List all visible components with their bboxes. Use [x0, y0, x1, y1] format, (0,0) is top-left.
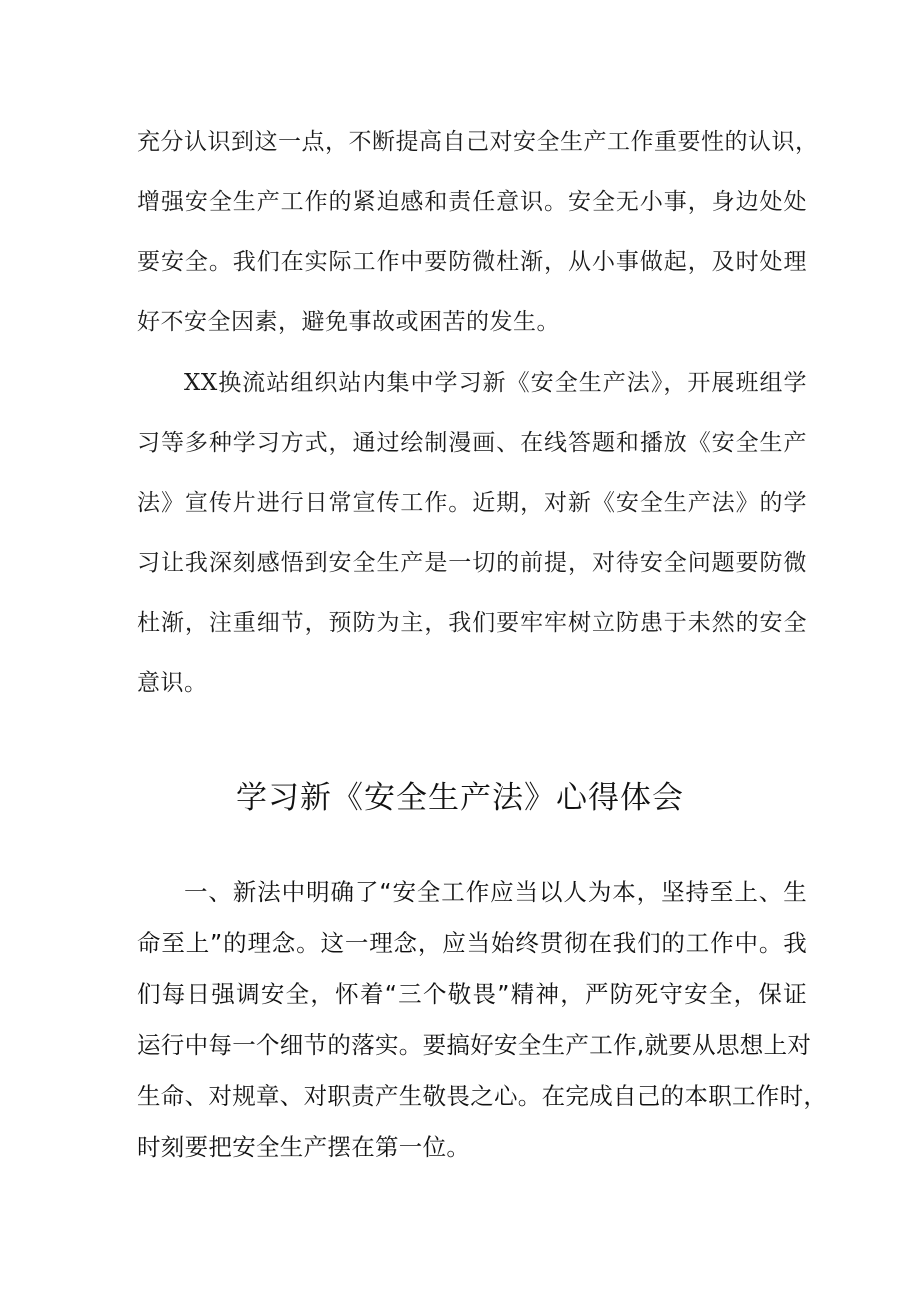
paragraph-line: 时刻要把安全生产摆在第一位。	[137, 1133, 471, 1161]
paragraph-line: 充分认识到这一点，不断提高自己对安全生产工作重要性的认识，	[137, 129, 819, 155]
paragraph-line: 杜渐，注重细节，预防为主，我们要牢牢树立防患于未然的安全	[137, 610, 807, 636]
paragraph-line: 运行中每一个细节的落实。要搞好安全生产工作,就要从思想上对	[137, 1031, 812, 1059]
paragraph-line: 们每日强调安全，怀着“三个敬畏”精神，严防死守安全，保证	[137, 980, 807, 1008]
paragraph-line: 习等多种学习方式，通过绘制漫画、在线答题和播放《安全生产	[137, 430, 807, 456]
paragraph-line: 好不安全因素，避免事故或困苦的发生。	[137, 309, 560, 335]
paragraph-line: 要安全。我们在实际工作中要防微杜渐，从小事做起，及时处理	[137, 249, 807, 275]
document-title: 学习新《安全生产法》心得体会	[236, 780, 684, 816]
paragraph-line: 一、新法中明确了“安全工作应当以人为本，坚持至上、生	[184, 878, 807, 906]
paragraph-station-study	[137, 353, 807, 713]
paragraph-line: 增强安全生产工作的紧迫感和责任意识。安全无小事，身边处处	[137, 189, 807, 215]
paragraph-line: 意识。	[137, 670, 208, 696]
paragraph-line: 命至上”的理念。这一理念，应当始终贯彻在我们的工作中。我	[137, 929, 807, 957]
paragraph-line: 生命、对规章、对职责产生敬畏之心。在完成自己的本职工作时，	[137, 1082, 828, 1110]
paragraph-line: 法》宣传片进行日常宣传工作。近期，对新《安全生产法》的学	[137, 490, 807, 516]
paragraph-continuation	[137, 112, 819, 352]
paragraph-line: XX换流站组织站内集中学习新《安全生产法》，开展班组学	[184, 370, 807, 396]
paragraph-line: 习让我深刻感悟到安全生产是一切的前提，对待安全问题要防微	[137, 550, 807, 576]
paragraph-point-one	[137, 867, 828, 1173]
